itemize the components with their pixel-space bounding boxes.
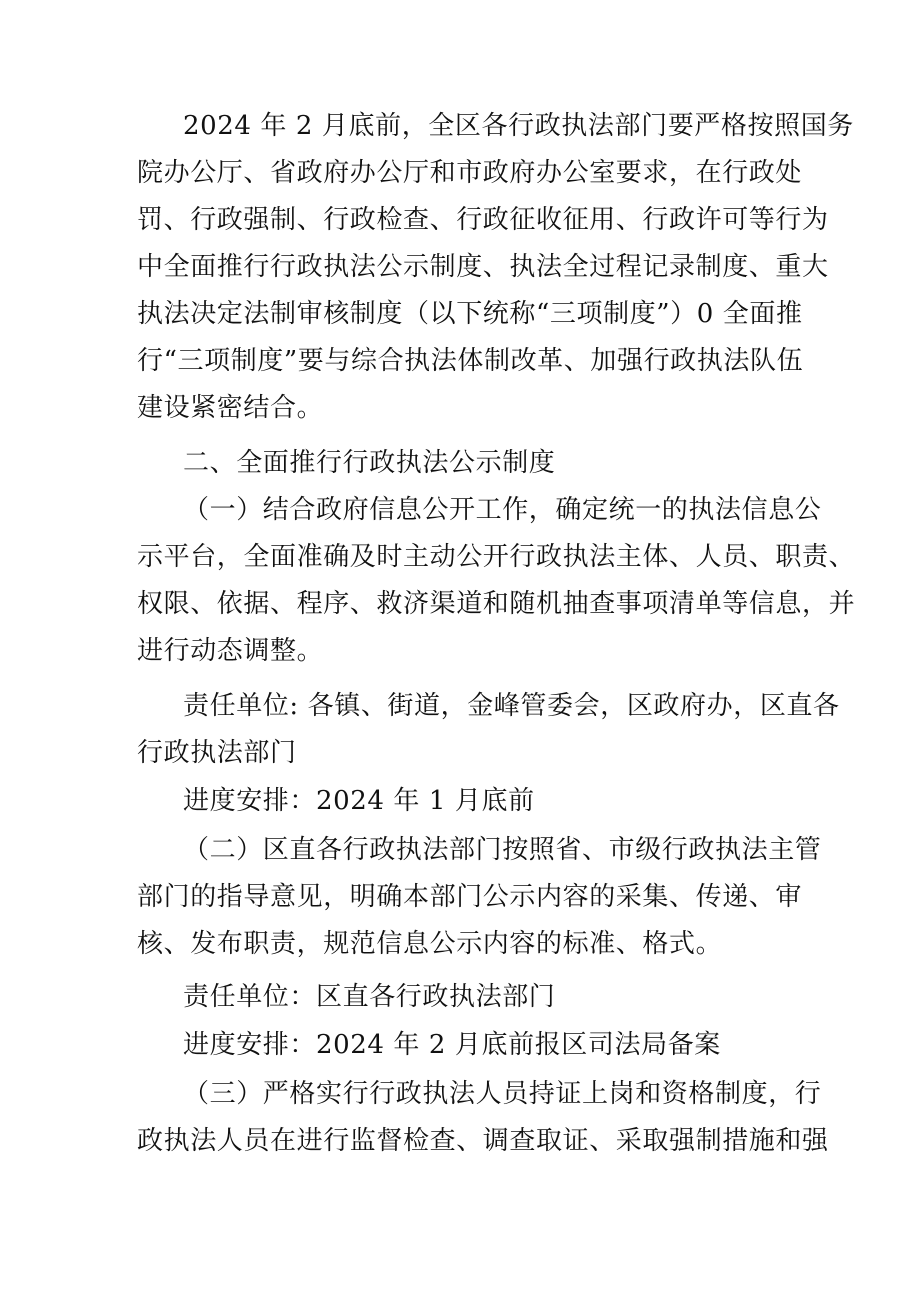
responsible-unit: 责任单位: 各镇、街道，金峰管委会，区政府办，区直各 [183,691,840,721]
paragraph-line: 罚、行政强制、行政检查、行政征收征用、行政许可等行为 [137,205,829,235]
paragraph-line: 执法决定法制审核制度（以下统称“三项制度”）0 全面推 [137,299,803,329]
paragraph-line: 权限、依据、程序、救济渠道和随机抽查事项清单等信息，并 [137,589,856,619]
paragraph-line: 行政执法部门 [137,738,297,768]
paragraph-line: 建设紧密结合。 [137,393,324,423]
paragraph-line: 进行动态调整。 [137,636,324,666]
paragraph-line: 院办公厅、省政府办公厅和市政府办公室要求，在行政处 [137,158,803,188]
paragraph-line: 政执法人员在进行监督检查、调查取证、采取强制措施和强 [137,1126,829,1156]
paragraph-line: （一）结合政府信息公开工作，确定统一的执法信息公 [183,495,822,525]
paragraph-line: 核、发布职责，规范信息公示内容的标准、格式。 [137,929,723,959]
paragraph-line: （二）区直各行政执法部门按照省、市级行政执法主管 [183,835,822,865]
paragraph-line: （三）严格实行行政执法人员持证上岗和资格制度，行 [183,1079,822,1109]
schedule: 进度安排：2024 年 2 月底前报区司法局备案 [183,1030,721,1060]
section-heading: 二、全面推行行政执法公示制度 [183,448,556,478]
paragraph-line: 中全面推行行政执法公示制度、执法全过程记录制度、重大 [137,252,829,282]
schedule: 进度安排：2024 年 1 月底前 [183,786,535,816]
paragraph-line: 行“三项制度”要与综合执法体制改革、加强行政执法队伍 [137,346,804,376]
paragraph-line: 部门的指导意见，明确本部门公示内容的采集、传递、审 [137,882,803,912]
paragraph-line: 2024 年 2 月底前，全区各行政执法部门要严格按照国务 [183,111,854,141]
paragraph-line: 示平台，全面准确及时主动公开行政执法主体、人员、职责、 [137,542,856,572]
responsible-unit: 责任单位：区直各行政执法部门 [183,982,556,1012]
